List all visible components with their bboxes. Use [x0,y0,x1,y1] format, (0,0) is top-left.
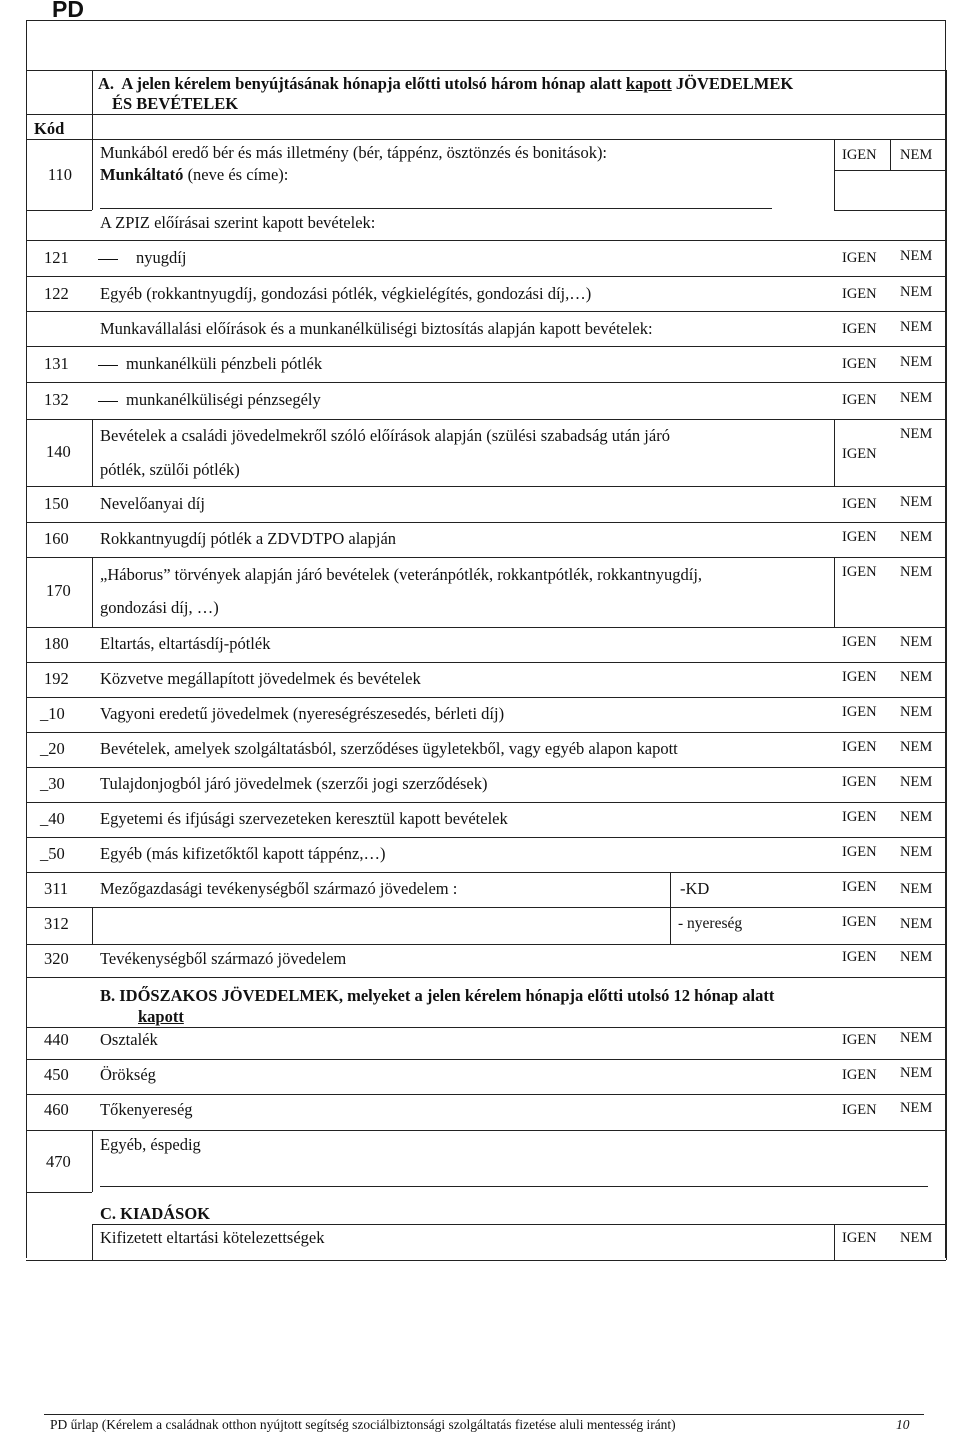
igen-option[interactable]: IGEN [842,1032,877,1048]
row-460-text: Tőkenyereség [100,1100,193,1119]
row-312-profit-label: - nyereség [678,915,743,932]
row-code-110: 110 [47,165,73,184]
igen-option[interactable]: IGEN [842,321,877,337]
igen-option[interactable]: IGEN [842,739,877,755]
row-160-text: Rokkantnyugdíj pótlék a ZDVDTPO alapján [100,529,397,548]
nem-option[interactable]: NEM [900,529,933,545]
row-code-160: 160 [44,529,69,548]
row-320-text: Tevékenységből származó jövedelem [100,949,347,968]
nem-option[interactable]: NEM [900,564,933,580]
igen-option[interactable]: IGEN [842,914,877,930]
igen-option[interactable]: IGEN [842,392,877,408]
section-a-letter: A. [98,74,115,93]
row-140-text-line2: pótlék, szülői pótlék) [100,460,240,479]
dash-marker [98,259,118,260]
row-110-text-line2: Munkáltató (neve és címe): [100,165,289,184]
igen-option[interactable]: IGEN [842,1230,877,1246]
table-right-border [946,70,947,1260]
row-code-50: _50 [40,844,65,863]
section-a-heading-line2: ÉS BEVÉTELEK [112,94,239,113]
igen-option[interactable]: IGEN [842,250,877,266]
igen-option[interactable]: IGEN [842,1102,877,1118]
row-code-312: 312 [44,914,69,933]
nem-option[interactable]: NEM [900,354,933,370]
igen-option[interactable]: IGEN [842,809,877,825]
igen-option[interactable]: IGEN [842,286,877,302]
row-110-text-line1: Munkából eredő bér és más illetmény (bér, táppénz, ösztönzés és bonitások): [100,143,608,162]
row-132-text: munkanélküliségi pénzsegély [126,390,321,409]
unemployment-heading: Munkavállalási előírások és a munkanélküliségi biztosítás alapján kapott bevételek: [100,319,653,338]
row-311-text: Mezőgazdasági tevékenységből származó jövedelem : [100,879,458,898]
zpiz-heading: A ZPIZ előírásai szerint kapott bevételek: [100,213,376,232]
row-192-text: Közvetve megállapított jövedelmek és bevételek [100,669,421,688]
row-c-text: Kifizetett eltartási kötelezettségek [100,1228,325,1247]
row-code-30: _30 [40,774,65,793]
igen-option[interactable]: IGEN [842,669,877,685]
row-470-text: Egyéb, éspedig [100,1135,201,1154]
row-131-text: munkanélküli pénzbeli pótlék [126,354,323,373]
row-20-text: Bevételek, amelyek szolgáltatásból, szerződéses ügyletekből, vagy egyéb alapon kapott [100,739,678,758]
igen-option[interactable]: IGEN [842,704,877,720]
igen-option[interactable]: IGEN [842,496,877,512]
igen-option[interactable]: IGEN [842,844,877,860]
row-code-192: 192 [44,669,69,688]
row-180-text: Eltartás, eltartásdíj-pótlék [100,634,271,653]
row-code-470: 470 [46,1152,71,1171]
employer-input-line[interactable] [100,208,772,209]
igen-option[interactable]: IGEN [842,147,877,163]
row-140-text-line1: Bevételek a családi jövedelmekről szóló előírások alapján (szülési szabadság után járó [100,426,670,445]
other-income-input-line[interactable] [100,1186,928,1187]
nem-option[interactable]: NEM [900,844,933,860]
table-top-border [26,70,946,71]
nem-option[interactable]: NEM [900,1030,933,1046]
row-code-132: 132 [44,390,69,409]
section-b-letter: B. [100,986,116,1005]
row-code-311: 311 [44,879,69,898]
row-code-121: 121 [44,248,69,267]
row-code-320: 320 [44,949,69,968]
nem-option[interactable]: NEM [900,949,933,965]
row-30-text: Tulajdonjogból járó jövedelmek (szerzői jogi szerződések) [100,774,488,793]
row-40-text: Egyetemi és ifjúsági szervezeteken keresztül kapott bevételek [100,809,508,828]
row-code-140: 140 [46,442,71,461]
row-code-180: 180 [44,634,69,653]
row-code-170: 170 [46,581,71,600]
section-b-heading-line2: kapott [138,1007,184,1026]
igen-option[interactable]: IGEN [842,446,877,462]
nem-option[interactable]: NEM [900,494,933,510]
igen-option[interactable]: IGEN [842,1067,877,1083]
section-a-heading-line1: A. A jelen kérelem benyújtásának hónapja előtti utolsó három hónap alatt kapott JÖVEDELMEK [98,74,794,93]
section-c-heading: C. KIADÁSOK [100,1204,211,1223]
dash-marker [98,365,118,366]
section-b-heading-line1: B. IDŐSZAKOS JÖVEDELMEK, melyeket a jelen kérelem hónapja előtti utolsó 12 hónap alatt [100,986,775,1005]
row-code-122: 122 [44,284,69,303]
row-50-text: Egyéb (más kifizetőktől kapott táppénz,…) [100,844,386,863]
row-450-text: Örökség [100,1065,156,1084]
nem-option[interactable]: NEM [900,248,933,264]
nem-option[interactable]: NEM [900,390,933,406]
footer-rule [44,1414,924,1415]
nem-option[interactable]: NEM [900,634,933,650]
row-170-text-line1: „Háborus” törvények alapján járó bevételek (veteránpótlék, rokkantpótlék, rokkantnyugdíj, [100,565,703,584]
row-code-440: 440 [44,1030,69,1049]
igen-option[interactable]: IGEN [842,634,877,650]
nem-option[interactable]: NEM [900,774,933,790]
dash-marker [98,401,118,402]
row-10-text: Vagyoni eredetű jövedelmek (nyereségrészesedés, bérleti díj) [100,704,505,723]
row-121-text: nyugdíj [136,248,187,267]
row-code-20: _20 [40,739,65,758]
row-code-40: _40 [40,809,65,828]
igen-option[interactable]: IGEN [842,529,877,545]
nem-option[interactable]: NEM [900,1100,933,1116]
page-header-title: PD [52,0,84,22]
page-number: 10 [896,1417,910,1432]
nem-option[interactable]: NEM [900,881,933,897]
igen-option[interactable]: IGEN [842,564,877,580]
nem-option[interactable]: NEM [900,426,933,442]
row-440-text: Osztalék [100,1030,158,1049]
igen-option[interactable]: IGEN [842,774,877,790]
igen-option[interactable]: IGEN [842,949,877,965]
nem-option[interactable]: NEM [900,319,933,335]
nem-option[interactable]: NEM [900,704,933,720]
code-column-divider [92,70,93,210]
nem-option[interactable]: NEM [900,739,933,755]
row-150-text: Nevelőanyai díj [100,494,205,513]
row-170-text-line2: gondozási díj, …) [100,598,219,617]
nem-option[interactable]: NEM [900,669,933,685]
nem-option[interactable]: NEM [900,284,933,300]
row-code-450: 450 [44,1065,69,1084]
igen-option[interactable]: IGEN [842,356,877,372]
row-code-131: 131 [44,354,69,373]
nem-option[interactable]: NEM [900,1065,933,1081]
row-code-460: 460 [44,1100,69,1119]
footer-text: PD űrlap (Kérelem a családnak otthon nyújtott segítség szociálbiztonsági szolgáltatás fizetése aluli mentesség iránt) [50,1417,676,1432]
nem-option[interactable]: NEM [900,1230,933,1246]
row-code-150: 150 [44,494,69,513]
kod-column-header: Kód [34,119,65,138]
row-code-10: _10 [40,704,65,723]
igen-option[interactable]: IGEN [842,879,877,895]
row-122-text: Egyéb (rokkantnyugdíj, gondozási pótlék, végkielégítés, gondozási díj,…) [100,284,592,303]
nem-option[interactable]: NEM [900,147,933,163]
row-311-kd-label: -KD [680,879,710,898]
nem-option[interactable]: NEM [900,916,933,932]
nem-option[interactable]: NEM [900,809,933,825]
